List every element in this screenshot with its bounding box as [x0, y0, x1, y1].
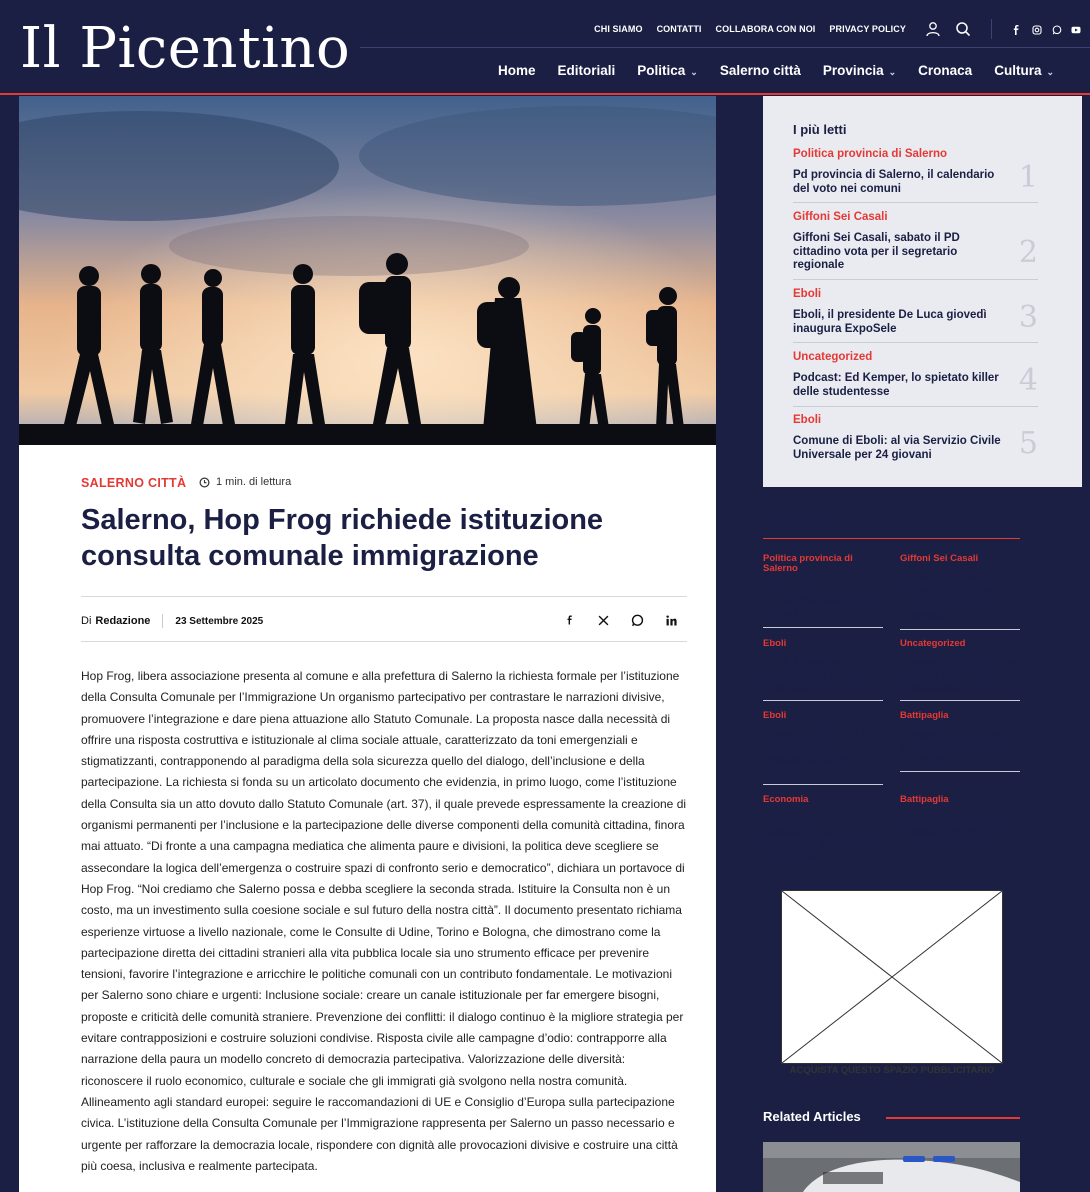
most-read-category[interactable]: Uncategorized	[793, 351, 873, 363]
topic-category[interactable]: Giffoni Sei Casali	[900, 553, 979, 564]
linkedin-icon	[666, 615, 677, 626]
nav-item-provincia[interactable]	[823, 63, 896, 78]
nav-label: Cronaca	[918, 63, 973, 78]
topic-category[interactable]: Eboli	[763, 710, 787, 721]
topics-title: Argomenti	[763, 515, 828, 530]
byline-prefix: Di	[81, 615, 92, 627]
most-read-headline[interactable]: Giffoni Sei Casali, sabato il PD cittadino vota per il segretario regionale	[793, 232, 960, 271]
rank-number: 1	[1018, 160, 1038, 195]
most-read-item[interactable]	[793, 211, 1038, 273]
facebook-icon[interactable]	[1011, 25, 1021, 35]
nav-item-home[interactable]	[498, 63, 536, 78]
rank-number: 5	[1018, 426, 1038, 461]
share-facebook-button[interactable]	[560, 611, 578, 629]
top-link-chi-siamo[interactable]: CHI SIAMO	[594, 24, 643, 34]
share-x-button[interactable]	[594, 611, 612, 629]
rank-number: 4	[1018, 363, 1038, 398]
nav-item-cultura[interactable]	[994, 63, 1054, 78]
author-link[interactable]: Redazione	[95, 615, 151, 627]
facebook-icon	[565, 614, 574, 626]
nav-item-editoriali[interactable]	[557, 63, 615, 78]
top-link-collabora[interactable]: COLLABORA CON NOI	[715, 24, 816, 34]
topic-item[interactable]	[900, 639, 1020, 695]
topic-item[interactable]	[900, 554, 1020, 622]
rank-number: 2	[1018, 235, 1038, 270]
article-category[interactable]: SALERNO CITTÀ	[81, 476, 187, 490]
main-nav	[498, 63, 1054, 78]
clock-icon	[199, 477, 210, 488]
article-title: Salerno, Hop Frog richiede istituzione consulta comunale immigrazione	[81, 504, 604, 572]
most-read-item[interactable]	[793, 288, 1038, 336]
whatsapp-icon[interactable]	[1052, 25, 1062, 35]
list-divider	[793, 406, 1038, 407]
topic-category[interactable]: Battipaglia	[900, 794, 949, 805]
topic-headline[interactable]: Passaggio generazionale: solo 3 imprese su 10 resistono al ricambio	[763, 813, 880, 863]
topic-headline[interactable]: Battipaglia, la polizia locale ferma straniero con droga	[900, 729, 1006, 766]
nav-label: Politica	[637, 63, 686, 78]
x-icon	[598, 615, 609, 626]
nav-item-cronaca[interactable]	[918, 63, 972, 78]
ad-label[interactable]: ACQUISTA QUESTO SPAZIO PUBBLICITARIO	[789, 1065, 995, 1076]
search-icon[interactable]	[955, 21, 971, 37]
read-time	[199, 476, 291, 488]
top-link-contatti[interactable]: CONTATTI	[656, 24, 702, 34]
most-read-headline[interactable]: Podcast: Ed Kemper, lo spietato killer delle studentesse	[793, 372, 999, 398]
topic-item[interactable]	[763, 711, 883, 779]
most-read-panel	[763, 96, 1082, 487]
share-whatsapp-button[interactable]	[628, 611, 646, 629]
byline	[81, 614, 263, 628]
user-icon[interactable]	[925, 21, 941, 37]
nav-label: Home	[497, 63, 536, 78]
most-read-headline[interactable]: Eboli, il presidente De Luca giovedì inaugura ExpoSele	[793, 309, 987, 335]
list-divider	[763, 784, 883, 785]
topic-category[interactable]: Eboli	[763, 638, 787, 649]
topic-item[interactable]	[900, 711, 1020, 767]
list-divider	[763, 627, 883, 628]
most-read-item[interactable]	[793, 351, 1038, 399]
read-time-label: 1 min. di lettura	[216, 476, 292, 488]
most-read-item[interactable]	[793, 148, 1038, 196]
related-articles-title: Related Articles	[763, 1109, 861, 1124]
share-linkedin-button[interactable]	[662, 611, 680, 629]
nav-label: Salerno città	[719, 63, 801, 78]
topic-headline[interactable]: Giffoni Sei Casali, sabato il PD cittadino vota per il segretario regionale	[900, 572, 1004, 622]
whatsapp-icon	[631, 614, 644, 627]
most-read-category[interactable]: Giffoni Sei Casali	[793, 211, 888, 223]
list-divider	[793, 202, 1038, 203]
instagram-icon[interactable]	[1032, 25, 1042, 35]
topbar-separator	[991, 19, 992, 39]
byline-top-divider	[81, 596, 687, 597]
byline-separator	[162, 614, 163, 628]
topic-headline[interactable]: Comune di Eboli: al via Servizio Civile Universale per 24 giovani	[763, 729, 876, 779]
rank-number: 3	[1018, 300, 1038, 335]
topic-headline[interactable]: Battipaglia, in consiglio comunale anche il Forum dei Giovani	[900, 813, 1012, 850]
chevron-down-icon: ⌄	[690, 67, 698, 77]
most-read-item[interactable]	[793, 414, 1038, 462]
site-header	[0, 0, 1090, 95]
list-divider	[900, 629, 1020, 630]
topic-category[interactable]: Politica provincia di Salerno	[763, 553, 853, 574]
hero-image	[19, 96, 716, 445]
byline-bottom-divider	[81, 641, 687, 642]
related-title-underline	[886, 1117, 1020, 1119]
topic-headline[interactable]: Podcast: Ed Kemper, lo spietato killer delle studentesse	[900, 657, 1015, 694]
topic-item[interactable]	[763, 795, 883, 863]
nav-label: Provincia	[822, 63, 884, 78]
ad-placeholder[interactable]	[781, 890, 1003, 1064]
list-divider	[793, 342, 1038, 343]
topic-item[interactable]	[763, 639, 883, 695]
topic-item[interactable]	[900, 795, 1020, 851]
site-logo[interactable]: Il Picentino	[20, 16, 351, 81]
header-divider	[360, 47, 1090, 48]
topic-headline[interactable]: Eboli, il presidente De Luca giovedì inaugura ExpoSele	[763, 657, 872, 694]
top-links	[594, 24, 906, 34]
nav-item-politica[interactable]	[637, 63, 698, 78]
list-divider	[900, 700, 1020, 701]
topic-category[interactable]: Uncategorized	[900, 638, 966, 649]
nav-item-salerno-citta[interactable]	[720, 63, 801, 78]
list-divider	[763, 700, 883, 701]
article-container	[19, 96, 716, 1192]
related-article-thumbnail[interactable]	[763, 1142, 1020, 1192]
topic-headline[interactable]: Pd provincia di Salerno, il calendario del voto nei comuni	[763, 582, 882, 619]
nav-label: Cultura	[994, 63, 1042, 78]
article-body: Hop Frog, libera associazione presenta al comune e alla prefettura di Salerno la richiesta formale per l’istituzione della Consulta Comunale per l’Immigrazione Un organismo partecipativo per contrastare le narrazioni divisive, promuovere l’integrazione e dare piena attuazione allo Statuto Comunale. La proposta nasce dalla necessità di offrire una risposta costruttiva e istituzionale al clima sociale attuale, caratterizzato da toni emergenziali e stigmatizzanti, contrapponendo al paradigma della sola sicurezza quello del dialogo, dell’inclusione e della partecipazione. La richiesta si fonda su un articolato documento che evidenzia, in primo luogo, come l’istituzione della Consulta sia un atto dovuto dallo Statuto Comunale (art. 37), il quale prevede espressamente la creazione di organismi permanenti per l’inclusione e la partecipazione delle diverse componenti della comunità cittadina, finora mai attuato. “Di fronte a una campagna mediatica che alimenta paure e divisioni, la politica deve scegliere se assecondare la logica dell’emergenza o costruire spazi di confronto serio e democratico”, dichiara un portavoce di Hop Frog. “Noi crediamo che Salerno possa e debba scegliere la seconda strada. Istituire la Consulta non è un costo, ma un investimento sulla coesione sociale e sul futuro della nostra città”. Il documento presentato richiama esperienze virtuose a livello nazionale, come le Consulte di Udine, Torino e Bologna, che dimostrano come la partecipazione diretta dei cittadini stranieri alla vita pubblica locale sia uno strumento efficace per prevenire tensioni, favorire l’integrazione e arricchire le politiche comunali con un contributo fondamentale. Le motivazioni per Salerno sono chiare e urgenti: Inclusione sociale: creare un canale istituzionale per far emergere bisogni, proposte e criticità delle comunità straniere. Prevenzione dei conflitti: il dialogo continuo è la migliore strategia per evitare contrapposizioni e costruire soluzioni condivise. Risposta civile alle campagne d’odio: contrapporre alla narrazione della paura un modello concreto di democrazia partecipativa. Valorizzazione delle diversità: riconoscere il ruolo economico, culturale e sociale che gli immigrati già svolgono nella nostra comunità. Allineamento agli standard europei: seguire le raccomandazioni di UE e Consiglio d’Europa sulla partecipazione civica. L’istituzione della Consulta Comunale per l’Immigrazione rappresenta per Salerno un passo necessario e urgente per rafforzare la democrazia locale, rispondere con dignità alle provocazioni divisive e costruire una città più coesa, inclusiva e realmente partecipata.	[81, 669, 687, 1173]
chevron-down-icon: ⌄	[888, 67, 897, 77]
most-read-category[interactable]: Eboli	[793, 414, 822, 426]
youtube-icon[interactable]	[1071, 25, 1081, 35]
topics-title-underline	[763, 538, 1020, 539]
share-buttons	[560, 611, 680, 629]
topic-category[interactable]: Battipaglia	[900, 710, 949, 721]
publish-date: 23 Settembre 2025	[175, 615, 264, 627]
nav-label: Editoriali	[557, 63, 616, 78]
most-read-headline[interactable]: Pd provincia di Salerno, il calendario del voto nei comuni	[793, 169, 995, 195]
list-divider	[900, 771, 1020, 772]
topic-item[interactable]	[763, 554, 883, 620]
chevron-down-icon: ⌄	[1046, 67, 1054, 77]
most-read-title: I più letti	[793, 122, 847, 137]
most-read-category[interactable]: Politica provincia di Salerno	[793, 148, 948, 160]
topic-category[interactable]: Economia	[763, 794, 809, 805]
list-divider	[793, 279, 1038, 280]
most-read-headline[interactable]: Comune di Eboli: al via Servizio Civile Universale per 24 giovani	[793, 435, 1001, 461]
top-link-privacy[interactable]: PRIVACY POLICY	[829, 24, 906, 34]
most-read-category[interactable]: Eboli	[793, 288, 822, 300]
